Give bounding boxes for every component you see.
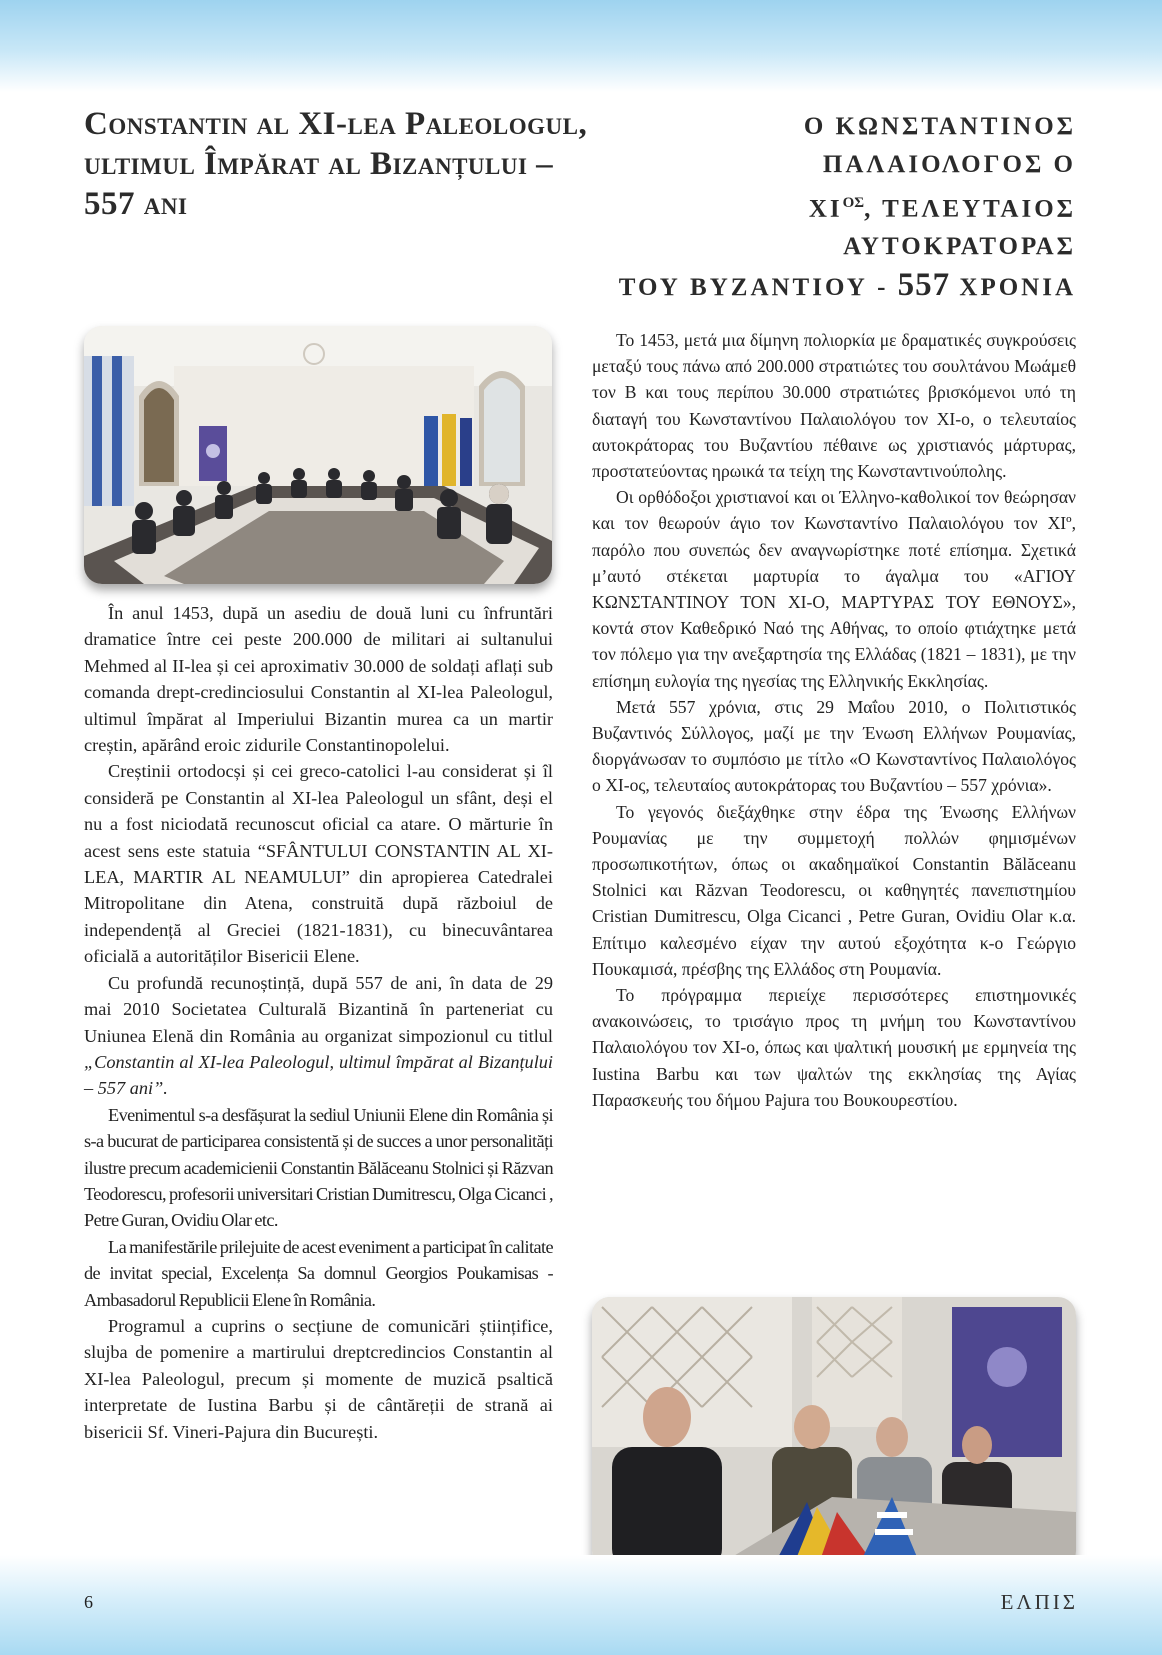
ro-paragraph-1: În anul 1453, după un asediu de două luni cu înfruntări dramatice între cei peste 200.000 de militari ai sultanului Mehmed al II-lea și cei aproximativ 30.000 de soldați aflați sub comanda drept-credinciosului Constantin al XI-lea Paleologul, ultimul împărat al Imperiului Bizantin murea ca un martir creștin, apărând eroic zidurile Constantinopolelui. bbox=[84, 603, 553, 756]
title-gr-line-2a: ΧΙ bbox=[808, 195, 843, 223]
conference-room-photo bbox=[84, 326, 552, 584]
ro-paragraph-6: Programul a cuprins o secțiune de comunicări științifice, slujba de pomenire a martirului dreptcredincios Constantin al XI-lea Paleologul, precum și momente de muzică psaltică interpretate de Iustina Barbu și de cântăreții de strană ai bisericii Sf. Vineri-Pajura din București. bbox=[84, 1315, 553, 1442]
gr-paragraph-4: Το γεγονός διεξάχθηκε στην έδρα της Ένωσης Ελλήνων Ρουμανίας με την συμμετοχή πολλών φημισμένων προσωπικοτήτων, όπως οι ακαδημαϊκοί Constantin Bălăceanu Stolnici και Răzvan Teodorescu, οι καθηγητές πανεπιστημίου Cristian Dumitrescu, Olga Cicanci , Petre Guran, Ovidiu Olar κ.α. Επίτιμο καλεσμένο είχαν την αυτού εξοχότητα κ-ο Γεώργιο Πουκαμισά, πρέσβης της Ελλάδος στη Ρουμανία. bbox=[592, 801, 1076, 979]
title-gr-line-3b: ΧΡΟΝΙΑ bbox=[950, 274, 1076, 302]
attendees-image bbox=[592, 1297, 1076, 1569]
ro-paragraph-4: Evenimentul s-a desfășurat la sediul Uniunii Elene din România și s-a bucurat de participarea consistentă și de succes a unor personalități ilustre precum academicienii Constantin Bălăceanu Stolnici și Răzvan Teodorescu, profesorii universitari Cristian Dumitrescu, Olga Cicanci , Petre Guran, Ovidiu Olar etc. bbox=[84, 1104, 553, 1231]
romanian-text-column bbox=[84, 600, 553, 1445]
top-gradient-band bbox=[0, 0, 1162, 92]
conference-room-image bbox=[84, 326, 552, 584]
gr-paragraph-1: Το 1453, μετά μια δίμηνη πολιορκία με δραματικές συγκρούσεις μεταξύ τους πάνω από 200.000 στρατιώτες του σουλτάνου Μωάμεθ τον Β και τους περίπου 30.000 στρατιώτες βρισκόμενοι υπό τη διαταγή του Κωνσταντίνου Παλαιολόγου τον XI-ο, ο τελευταίος αυτοκράτορας του Βυζαντίου πέθαινε ως χριστιανός μάρτυρας, προστατεύοντας ηρωικά τα τείχη της Κωνσταντινούπολης. bbox=[592, 330, 1076, 482]
ro-paragraph-5: La manifestările prilejuite de acest eveniment a participat în calitate de invitat special, Excelența Sa domnul Georgios Poukamisas - Ambasadorul Republicii Elene în România. bbox=[84, 1236, 553, 1310]
title-ro-line-1: Constantin al XI-lea Paleologul, bbox=[84, 106, 588, 142]
title-romanian bbox=[84, 104, 594, 224]
title-gr-line-2b: , ΤΕΛΕΥΤΑΙΟΣ ΑΥΤΟΚΡΑΤΟΡΑΣ bbox=[843, 195, 1076, 261]
title-gr-line-1: Ο ΚΩΝΣΤΑΝΤΙΝΟΣ ΠΑΛΑΙΟΛΟΓΟΣ Ο bbox=[803, 113, 1076, 178]
ro-paragraph-2: Creștinii ortodocși și cei greco-catolici l-au considerat și îl consideră pe Constantin al XI-lea Paleologul un sfânt, deși el nu a fost niciodată recunoscut oficial ca atare. O mărturie în acest sens este statuia “SFÂNTULUI CONSTANTIN AL XI-LEA, MARTIR AL NEAMULUI” din apropierea Catedralei Mitropolitane din Atena, construită după războiul de independență al Greciei (1821-1831), cu binecuvântarea oficială a autorităților Bisericii Elene. bbox=[84, 761, 553, 967]
page-number: 6 bbox=[84, 1592, 93, 1612]
title-ro-line-2: ultimul Împărat al Bizanțului – bbox=[84, 146, 554, 182]
magazine-name: ΕΛΠΙΣ bbox=[1000, 1590, 1078, 1614]
bottom-gradient-band bbox=[0, 1555, 1162, 1655]
title-ro-line-3: 557 ani bbox=[84, 186, 188, 222]
ro-paragraph-3-text: Cu profundă recunoștință, după 557 de ani, în data de 29 mai 2010 Societatea Culturală Bizantină în parteneriat cu Uniunea Elenă din România au organizat simpozionul cu titlul bbox=[84, 972, 553, 1046]
greek-text-column bbox=[592, 327, 1076, 1113]
title-gr-line-3-number: 557 bbox=[897, 267, 951, 304]
title-greek bbox=[600, 104, 1076, 307]
title-gr-line-3a: ΤΟΥ ΒΥΖΑΝΤΙΟΥ - bbox=[618, 274, 898, 302]
title-gr-line-2-sup: ΟΣ bbox=[842, 195, 865, 211]
attendees-photo bbox=[592, 1297, 1076, 1569]
gr-paragraph-2: Οι ορθόδοξοι χριστιανοί και οι Έλληνο-καθολικοί τον θεώρησαν και τον θεωρούν άγιο τον Κωνσταντίνο Παλαιολόγου τον XIº, παρόλο που συνεπώς δεν αναγνωρίστηκε ποτέ επίσημα. Σχετικά μ’αυτό στέκεται μαρτυρία το άγαλμα του «ΑΓΙΟΥ ΚΩΝΣΤΑΝΤΙΝΟΥ ΤΟΝ XI-O, ΜΑΡΤΥΡΑΣ ΤΟΥ ΕΘΝΟΥΣ», κοντά στον Καθεδρικό Ναό της Αθήνας, το οποίο φτιάχτηκε μετά τον πόλεμο για την ανεξαρτησία της Ελλάδας (1821 – 1831), με την επίσημη ευλογία της ηγεσίας της Ελληνικής Εκκλησίας. bbox=[592, 487, 1076, 691]
gr-paragraph-3: Μετά 557 χρόνια, στις 29 Μαΐου 2010, ο Πολιτιστικός Βυζαντινός Σύλλογος, μαζί με την Ένωση Ελλήνων Ρουμανίας, διοργάνωσαν το συμπόσιο με τίτλο «Ο Κωνσταντίνος Παλαιολόγος ο XI-ος, τελευταίος αυτοκράτορας του Βυζαντίου – 557 χρόνια». bbox=[592, 696, 1076, 796]
gr-paragraph-5: Το πρόγραμμα περιείχε περισσότερες επιστημονικές ανακοινώσεις, το τρισάγιο προς τη μνήμη του Κωνσταντίνου Παλαιολόγου τον XI-ο, όπως και ψαλτική μουσική με ερμηνεία της Iustina Barbu και των ψαλτών της εκκλησίας της Αγίας Παρασκευής του δήμου Pajura του Βουκουρεστίου. bbox=[592, 985, 1076, 1110]
ro-paragraph-3 bbox=[84, 970, 553, 1102]
ro-symposium-title: „Constantin al XI-lea Paleologul, ultimul împărat al Bizanțului – 557 ani”. bbox=[84, 1051, 553, 1099]
